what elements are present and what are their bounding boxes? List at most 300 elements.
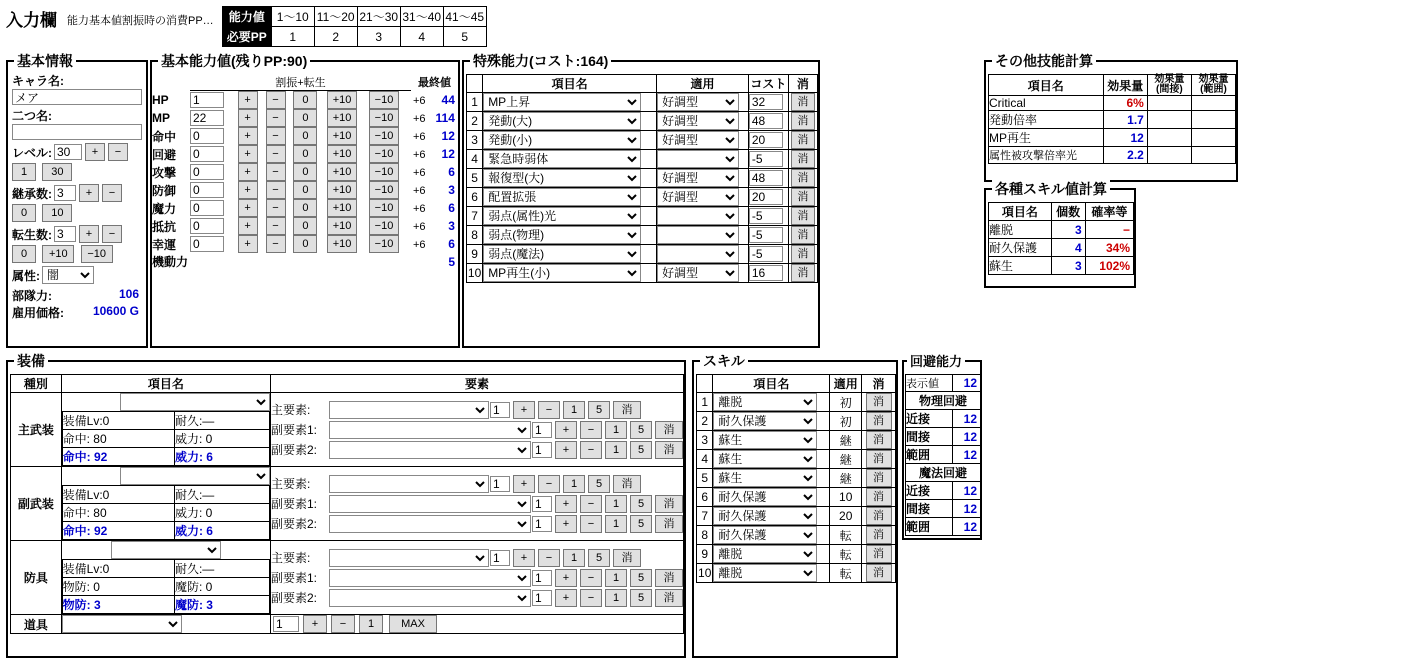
skill-delete-button[interactable]: 消	[866, 507, 892, 525]
element-main-label: 主要素:	[271, 403, 311, 417]
element-sub1-label: 副要素1:	[271, 423, 318, 437]
stat-plus-button[interactable]: +	[238, 127, 258, 145]
char-name-input[interactable]	[12, 89, 142, 105]
element-plus-button[interactable]: +	[555, 421, 577, 439]
pp-cost-label: 必要PP	[222, 27, 271, 47]
special-name-header: 項目名	[483, 75, 657, 93]
stat-name: 命中	[152, 129, 177, 144]
stat-zero-button[interactable]: 0	[293, 181, 317, 199]
element-set5-button[interactable]: 5	[588, 401, 610, 419]
rebirth-minus-button[interactable]: −	[102, 225, 122, 243]
element-sub2-select[interactable]	[329, 589, 531, 607]
tool-qty-input[interactable]	[273, 616, 299, 632]
stat-minus-button[interactable]: −	[266, 127, 286, 145]
special-name-select[interactable]	[483, 169, 641, 187]
level-input[interactable]	[54, 144, 82, 160]
stat-plus-button[interactable]: +	[238, 235, 258, 253]
skill-name-select[interactable]	[713, 450, 817, 468]
special-delete-button[interactable]: 消	[791, 169, 815, 187]
skills-header-row	[697, 375, 896, 393]
skill-name-select[interactable]	[713, 545, 817, 563]
element-qty-input[interactable]	[532, 570, 552, 586]
other-skill-row	[989, 147, 1236, 164]
special-delete-button[interactable]: 消	[791, 131, 815, 149]
equipment-name-select[interactable]	[120, 467, 270, 485]
element-plus-button[interactable]: +	[555, 515, 577, 533]
stat-input[interactable]	[190, 128, 224, 144]
special-apply-select[interactable]	[657, 226, 739, 244]
skills-name-header: 項目名	[713, 375, 830, 393]
element-qty-input[interactable]	[490, 402, 510, 418]
element-set5-button[interactable]: 5	[630, 421, 652, 439]
special-cost-input[interactable]	[749, 94, 783, 110]
alias-input[interactable]	[12, 124, 142, 140]
special-apply-select[interactable]	[657, 207, 739, 225]
equipment-tool-row	[11, 615, 684, 634]
stat-name: 魔力	[152, 201, 177, 216]
stat-plus-button[interactable]: +	[238, 109, 258, 127]
stat-row	[152, 109, 458, 127]
skill-delete-button[interactable]: 消	[866, 450, 892, 468]
special-abilities-title: 特殊能力(コスト:164)	[470, 51, 611, 71]
stat-zero-button[interactable]: 0	[293, 145, 317, 163]
tool-plus-button[interactable]: +	[303, 615, 327, 633]
skill-apply: 転	[830, 545, 862, 564]
special-cost-input[interactable]	[749, 170, 783, 186]
skill-apply: 初	[830, 412, 862, 431]
stat-name: 防御	[152, 183, 177, 198]
stat-zero-button[interactable]: 0	[293, 235, 317, 253]
other-skill-row	[989, 96, 1236, 111]
stat-plus10-button[interactable]: +10	[327, 199, 357, 217]
stat-plus10-button[interactable]: +10	[327, 181, 357, 199]
element-delete-button[interactable]: 消	[655, 441, 683, 459]
stat-minus10-button[interactable]: −10	[369, 163, 399, 181]
skill-value-calc-table	[988, 202, 1134, 275]
element-set5-button[interactable]: 5	[630, 495, 652, 513]
skill-row-number: 9	[697, 545, 713, 564]
tool-set1-button[interactable]: 1	[359, 615, 383, 633]
element-set5-button[interactable]: 5	[588, 475, 610, 493]
special-name-select[interactable]	[483, 245, 641, 263]
special-name-select[interactable]	[483, 150, 641, 168]
other-skill-effect-range-header: 効果量 (範囲)	[1191, 75, 1235, 96]
element-set1-button[interactable]: 1	[605, 421, 627, 439]
special-apply-select[interactable]	[657, 93, 739, 111]
stat-zero-button[interactable]: 0	[293, 217, 317, 235]
element-plus-button[interactable]: +	[555, 495, 577, 513]
stat-input[interactable]	[190, 218, 224, 234]
other-skill-value-range	[1191, 147, 1235, 164]
stat-zero-button[interactable]: 0	[293, 163, 317, 181]
special-cost-input[interactable]	[749, 208, 783, 224]
equipment-type-sub-weapon: 副武装	[11, 467, 62, 541]
special-apply-select[interactable]	[657, 245, 739, 263]
special-row	[467, 264, 818, 283]
equipment-name-select[interactable]	[120, 393, 270, 411]
element-set1-button[interactable]: 1	[605, 495, 627, 513]
other-skill-value-indirect	[1147, 129, 1191, 147]
stat-plus10-button[interactable]: +10	[327, 91, 357, 109]
skill-name-select[interactable]	[713, 431, 817, 449]
rebirth-quick-m10-button[interactable]: −10	[81, 245, 113, 263]
element-minus-button[interactable]: −	[580, 495, 602, 513]
skill-name-select[interactable]	[713, 526, 817, 544]
element-set5-button[interactable]: 5	[630, 589, 652, 607]
skill-row	[697, 564, 896, 583]
skill-apply: 継	[830, 469, 862, 488]
skill-row	[697, 469, 896, 488]
equip-info-total: 物防: 3	[62, 596, 174, 614]
element-minus-button[interactable]: −	[580, 441, 602, 459]
party-power-value: 106	[118, 287, 139, 301]
special-name-select[interactable]	[483, 112, 641, 130]
skill-delete-button[interactable]: 消	[866, 488, 892, 506]
evasion-display-value: 12	[953, 375, 981, 392]
stat-plus-button[interactable]: +	[238, 163, 258, 181]
stat-final: 6	[448, 165, 455, 179]
special-apply-select[interactable]	[657, 169, 739, 187]
other-skill-calc-table	[988, 74, 1236, 164]
element-qty-input[interactable]	[532, 442, 552, 458]
stat-plus6-label: +6	[413, 94, 426, 107]
element-sub2-select[interactable]	[329, 441, 531, 459]
skill-name-select[interactable]	[713, 488, 817, 506]
stat-minus-button[interactable]: −	[266, 235, 286, 253]
equip-info: 魔防: 0	[174, 578, 269, 596]
element-set5-button[interactable]: 5	[630, 515, 652, 533]
skill-name-select[interactable]	[713, 564, 817, 582]
stat-plus10-button[interactable]: +10	[327, 235, 357, 253]
element-delete-button[interactable]: 消	[613, 401, 641, 419]
evasion-label: 近接	[906, 410, 953, 428]
special-cost-input[interactable]	[749, 227, 783, 243]
tool-select[interactable]	[62, 615, 182, 633]
stat-zero-button[interactable]: 0	[293, 127, 317, 145]
other-skill-name-header: 項目名	[989, 75, 1104, 96]
element-minus-button[interactable]: −	[538, 549, 560, 567]
stat-zero-button[interactable]: 0	[293, 109, 317, 127]
pp-range-1: 11〜20	[314, 7, 357, 27]
element-qty-input[interactable]	[532, 496, 552, 512]
special-delete-button[interactable]: 消	[791, 112, 815, 130]
other-skill-calc-panel	[984, 53, 1238, 182]
element-minus-button[interactable]: −	[580, 421, 602, 439]
stat-final: 3	[448, 183, 455, 197]
tool-minus-button[interactable]: −	[331, 615, 355, 633]
element-main-select[interactable]	[329, 549, 489, 567]
stat-zero-button[interactable]: 0	[293, 199, 317, 217]
skill-delete-button[interactable]: 消	[866, 545, 892, 563]
element-set1-button[interactable]: 1	[563, 549, 585, 567]
evasion-row	[906, 428, 981, 446]
stat-plus-button[interactable]: +	[238, 181, 258, 199]
special-cost-input[interactable]	[749, 246, 783, 262]
element-qty-input[interactable]	[490, 550, 510, 566]
element-sub2-select[interactable]	[329, 515, 531, 533]
special-delete-button[interactable]: 消	[791, 93, 815, 111]
stat-minus-button[interactable]: −	[266, 181, 286, 199]
element-delete-button[interactable]: 消	[613, 475, 641, 493]
skill-row	[697, 507, 896, 526]
special-row-number: 4	[467, 150, 483, 169]
special-delete-button[interactable]: 消	[791, 207, 815, 225]
level-plus-button[interactable]: +	[85, 143, 105, 161]
pp-range-label: 能力値	[222, 7, 271, 27]
stat-input[interactable]	[190, 110, 224, 126]
special-apply-select[interactable]	[657, 112, 739, 130]
skill-delete-button[interactable]: 消	[866, 469, 892, 487]
stat-row	[152, 181, 458, 199]
stat-minus10-button[interactable]: −10	[369, 181, 399, 199]
other-skill-value-range	[1191, 129, 1235, 147]
skill-value-name-header: 項目名	[989, 203, 1052, 221]
pp-cost-0: 1	[271, 27, 314, 47]
stat-input[interactable]	[190, 92, 224, 108]
stat-minus-button[interactable]: −	[266, 199, 286, 217]
special-abilities-panel	[462, 53, 820, 348]
equipment-header-row	[11, 375, 684, 393]
skill-row	[697, 450, 896, 469]
special-name-select[interactable]	[483, 131, 641, 149]
equipment-type-main-weapon: 主武装	[11, 393, 62, 467]
special-apply-select[interactable]	[657, 188, 739, 206]
element-delete-button[interactable]: 消	[655, 495, 683, 513]
element-main-label: 主要素:	[271, 477, 311, 491]
stat-final: 6	[448, 201, 455, 215]
stat-plus-button[interactable]: +	[238, 217, 258, 235]
stat-minus10-button[interactable]: −10	[369, 199, 399, 217]
stat-input[interactable]	[190, 182, 224, 198]
mobility-name: 機動力	[152, 255, 189, 269]
element-plus-button[interactable]: +	[513, 549, 535, 567]
equip-info: 命中: 80	[62, 504, 174, 522]
element-set5-button[interactable]: 5	[588, 549, 610, 567]
skill-name-select[interactable]	[713, 469, 817, 487]
pp-range-3: 31〜40	[400, 7, 443, 27]
element-delete-button[interactable]: 消	[655, 569, 683, 587]
special-apply-select[interactable]	[657, 150, 739, 168]
level-quick-1-button[interactable]: 1	[12, 163, 36, 181]
stat-minus-button[interactable]: −	[266, 91, 286, 109]
stat-name: 幸運	[152, 237, 177, 252]
special-name-select[interactable]	[483, 188, 641, 206]
special-row-number: 1	[467, 93, 483, 112]
stat-minus10-button[interactable]: −10	[369, 109, 399, 127]
special-apply-header: 適用	[657, 75, 749, 93]
element-plus-button[interactable]: +	[513, 475, 535, 493]
alias-label: 二つ名:	[12, 109, 52, 123]
element-sub1-select[interactable]	[329, 495, 531, 513]
stat-plus10-button[interactable]: +10	[327, 163, 357, 181]
stat-minus10-button[interactable]: −10	[369, 145, 399, 163]
stat-minus-button[interactable]: −	[266, 145, 286, 163]
skill-delete-button[interactable]: 消	[866, 412, 892, 430]
element-delete-button[interactable]: 消	[655, 421, 683, 439]
special-row	[467, 112, 818, 131]
special-delete-button[interactable]: 消	[791, 226, 815, 244]
element-minus-button[interactable]: −	[538, 401, 560, 419]
element-delete-button[interactable]: 消	[613, 549, 641, 567]
skill-delete-button[interactable]: 消	[866, 393, 892, 411]
stat-final: 12	[441, 129, 455, 143]
special-name-select[interactable]	[483, 93, 641, 111]
stat-plus10-button[interactable]: +10	[327, 127, 357, 145]
element-qty-input[interactable]	[490, 476, 510, 492]
skill-name-select[interactable]	[713, 393, 817, 411]
stat-input[interactable]	[190, 236, 224, 252]
rebirth-quick-0-button[interactable]: 0	[12, 245, 36, 263]
level-minus-button[interactable]: −	[108, 143, 128, 161]
stat-minus10-button[interactable]: −10	[369, 91, 399, 109]
pp-cost-2: 3	[357, 27, 400, 47]
other-skill-value-indirect	[1147, 96, 1191, 111]
header-note: 能力基本値割振時の消費PP…	[67, 15, 214, 27]
attribute-label: 属性:	[12, 268, 40, 283]
inherit-input[interactable]	[54, 185, 76, 201]
skill-row	[697, 545, 896, 564]
element-set1-button[interactable]: 1	[605, 515, 627, 533]
element-main-select[interactable]	[329, 401, 489, 419]
skill-row-number: 6	[697, 488, 713, 507]
equipment-element-header: 要素	[271, 375, 684, 393]
inherit-plus-button[interactable]: +	[79, 184, 99, 202]
special-delete-button[interactable]: 消	[791, 188, 815, 206]
evasion-display-row	[906, 375, 981, 392]
other-skill-effect-indirect-header: 効果量 (間接)	[1147, 75, 1191, 96]
element-set1-button[interactable]: 1	[605, 441, 627, 459]
special-cost-input[interactable]	[749, 113, 783, 129]
stat-plus10-button[interactable]: +10	[327, 109, 357, 127]
special-delete-button[interactable]: 消	[791, 264, 815, 282]
special-row-number: 7	[467, 207, 483, 226]
other-skill-name: MP再生	[989, 129, 1104, 147]
element-qty-input[interactable]	[532, 422, 552, 438]
inherit-minus-button[interactable]: −	[102, 184, 122, 202]
equipment-name-select[interactable]	[111, 541, 221, 559]
special-delete-button[interactable]: 消	[791, 245, 815, 263]
element-plus-button[interactable]: +	[555, 589, 577, 607]
element-minus-button[interactable]: −	[538, 475, 560, 493]
special-name-select[interactable]	[483, 226, 641, 244]
stat-final: 12	[441, 147, 455, 161]
other-skill-value-range	[1191, 111, 1235, 129]
pp-range-2: 21〜30	[357, 7, 400, 27]
skill-delete-button[interactable]: 消	[866, 564, 892, 582]
element-set1-button[interactable]: 1	[605, 569, 627, 587]
element-qty-input[interactable]	[532, 516, 552, 532]
element-set1-button[interactable]: 1	[563, 401, 585, 419]
equip-info-total: 命中: 92	[62, 448, 174, 466]
skill-name-select[interactable]	[713, 412, 817, 430]
evasion-row	[906, 500, 981, 518]
element-set5-button[interactable]: 5	[630, 569, 652, 587]
stat-plus-button[interactable]: +	[238, 91, 258, 109]
special-cost-input[interactable]	[749, 151, 783, 167]
element-minus-button[interactable]: −	[580, 589, 602, 607]
special-apply-select[interactable]	[657, 264, 739, 282]
skill-value-name: 離脱	[989, 221, 1052, 239]
element-plus-button[interactable]: +	[555, 569, 577, 587]
element-sub1-label: 副要素1:	[271, 571, 318, 585]
stat-minus10-button[interactable]: −10	[369, 217, 399, 235]
stat-plus10-button[interactable]: +10	[327, 145, 357, 163]
stat-minus-button[interactable]: −	[266, 163, 286, 181]
stat-minus-button[interactable]: −	[266, 217, 286, 235]
element-set1-button[interactable]: 1	[605, 589, 627, 607]
stat-plus-button[interactable]: +	[238, 145, 258, 163]
stat-plus-button[interactable]: +	[238, 199, 258, 217]
special-cost-input[interactable]	[749, 189, 783, 205]
equip-info: 物防: 0	[62, 578, 174, 596]
element-plus-button[interactable]: +	[555, 441, 577, 459]
rebirth-quick-p10-button[interactable]: +10	[42, 245, 74, 263]
skill-delete-button[interactable]: 消	[866, 526, 892, 544]
skill-name-select[interactable]	[713, 507, 817, 525]
special-cost-input[interactable]	[749, 265, 783, 281]
element-minus-button[interactable]: −	[580, 515, 602, 533]
inherit-quick-10-button[interactable]: 10	[42, 204, 72, 222]
equip-info: 威力: 0	[174, 430, 269, 448]
equip-info: 耐久:—	[174, 412, 269, 430]
element-sub1-select[interactable]	[329, 421, 531, 439]
element-sub2-label: 副要素2:	[271, 443, 318, 457]
rebirth-plus-button[interactable]: +	[79, 225, 99, 243]
stat-final: 44	[441, 92, 455, 107]
skill-delete-button[interactable]: 消	[866, 431, 892, 449]
element-delete-button[interactable]: 消	[655, 589, 683, 607]
element-minus-button[interactable]: −	[580, 569, 602, 587]
evasion-label: 近接	[906, 482, 953, 500]
element-main-label: 主要素:	[271, 551, 311, 565]
special-name-select[interactable]	[483, 207, 641, 225]
evasion-row	[906, 410, 981, 428]
tool-max-button[interactable]: MAX	[389, 615, 437, 633]
special-cost-input[interactable]	[749, 132, 783, 148]
element-sub1-select[interactable]	[329, 569, 531, 587]
element-set1-button[interactable]: 1	[563, 475, 585, 493]
evasion-title: 回避能力	[907, 351, 965, 370]
special-apply-select[interactable]	[657, 131, 739, 149]
stat-minus-button[interactable]: −	[266, 109, 286, 127]
page-title: 入力欄	[6, 11, 57, 30]
equipment-table	[10, 374, 684, 634]
other-skill-effect-header: 効果量	[1103, 75, 1147, 96]
basic-stats-table	[152, 74, 458, 270]
element-plus-button[interactable]: +	[513, 401, 535, 419]
equipment-panel	[6, 353, 686, 658]
stat-input[interactable]	[190, 164, 224, 180]
special-delete-button[interactable]: 消	[791, 150, 815, 168]
element-set5-button[interactable]: 5	[630, 441, 652, 459]
stat-plus10-button[interactable]: +10	[327, 217, 357, 235]
stat-input[interactable]	[190, 200, 224, 216]
inherit-quick-0-button[interactable]: 0	[12, 204, 36, 222]
rebirth-input[interactable]	[54, 226, 76, 242]
equip-info-total: 魔防: 3	[174, 596, 269, 614]
attribute-select[interactable]	[42, 266, 94, 284]
skill-row-number: 5	[697, 469, 713, 488]
special-name-select[interactable]	[483, 264, 641, 282]
level-quick-30-button[interactable]: 30	[42, 163, 72, 181]
stat-input[interactable]	[190, 146, 224, 162]
stat-minus10-button[interactable]: −10	[369, 235, 399, 253]
stat-minus10-button[interactable]: −10	[369, 127, 399, 145]
element-qty-input[interactable]	[532, 590, 552, 606]
stat-zero-button[interactable]: 0	[293, 91, 317, 109]
element-delete-button[interactable]: 消	[655, 515, 683, 533]
element-main-select[interactable]	[329, 475, 489, 493]
